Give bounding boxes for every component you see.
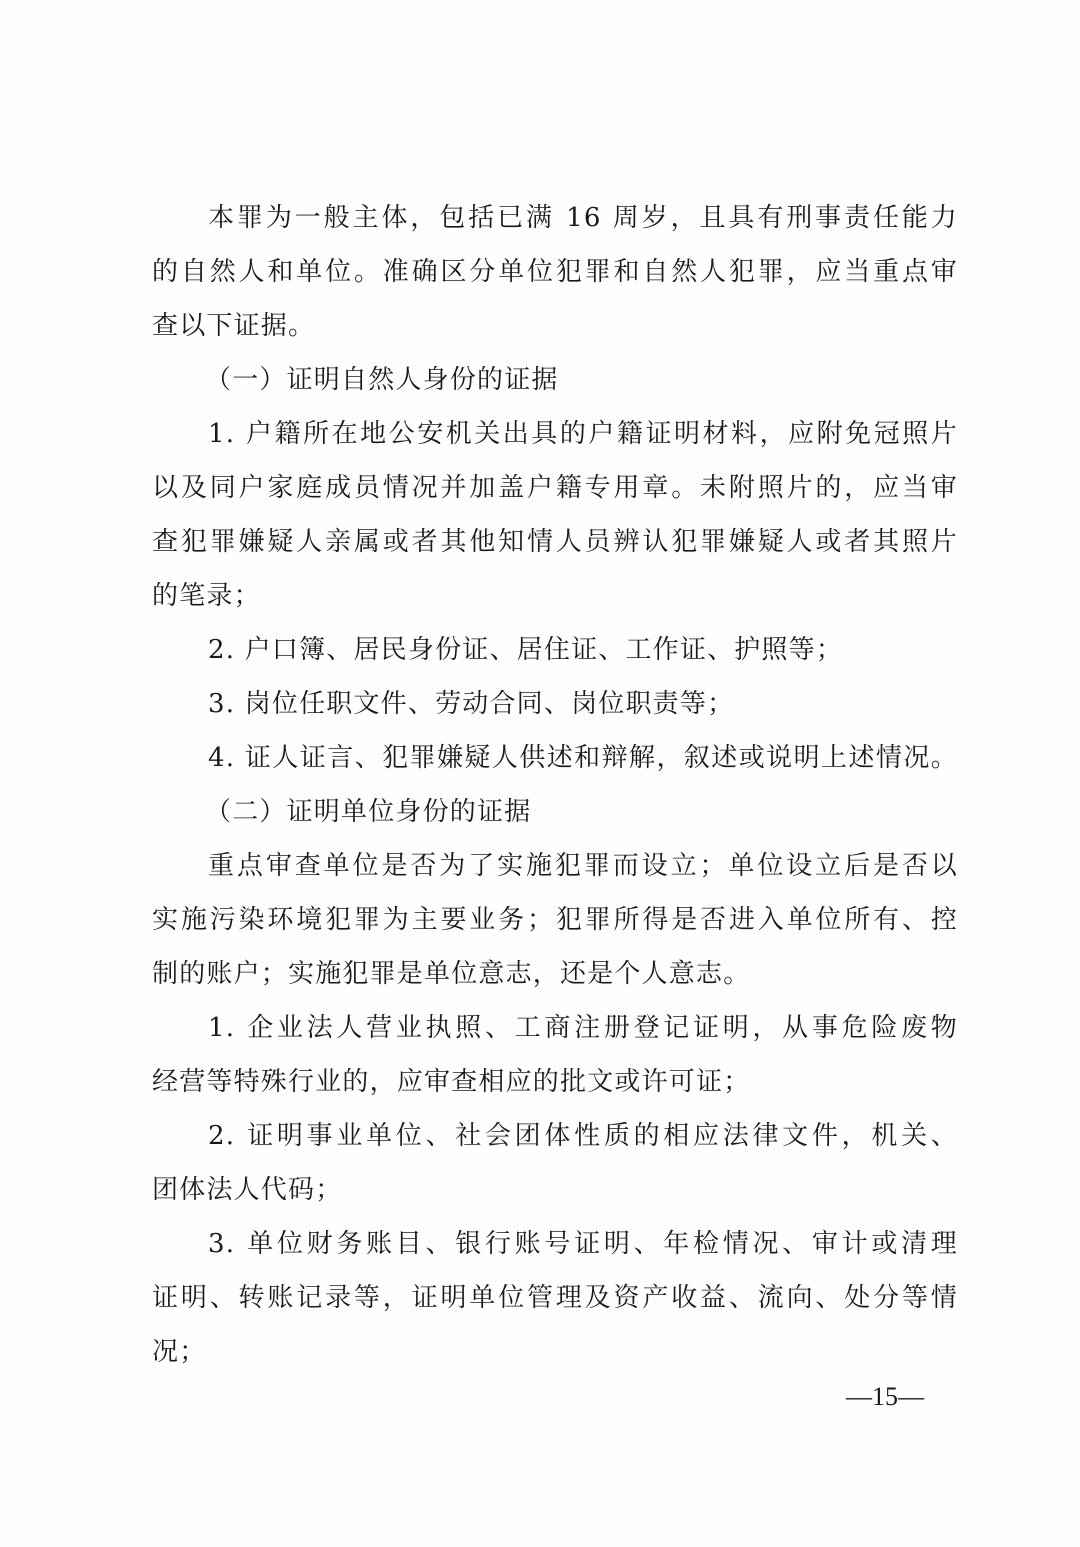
section-heading-unit: （二）证明单位身份的证据: [205, 797, 532, 827]
paragraph-unit-line-1: 重点审查单位是否为了实施犯罪而设立；单位设立后是否以: [208, 851, 958, 881]
item-4: 4. 证人证言、犯罪嫌疑人供述和辩解，叙述或说明上述情况。: [208, 743, 958, 773]
section-heading-natural-person: （一）证明自然人身份的证据: [205, 365, 559, 395]
unit-item-2-line-2: 团体法人代码；: [152, 1175, 343, 1205]
unit-item-3-line-1: 3. 单位财务账目、银行账号证明、年检情况、审计或清理: [208, 1229, 958, 1259]
unit-item-1-line-2: 经营等特殊行业的，应审查相应的批文或许可证；: [152, 1067, 751, 1097]
item-1-line-2: 以及同户家庭成员情况并加盖户籍专用章。未附照片的，应当审: [152, 473, 958, 503]
item-2: 2. 户口簿、居民身份证、居住证、工作证、护照等；: [208, 635, 844, 665]
item-1-line-4: 的笔录；: [152, 581, 261, 611]
item-3: 3. 岗位任职文件、劳动合同、岗位职责等；: [208, 689, 735, 719]
unit-item-1-line-1: 1. 企业法人营业执照、工商注册登记证明，从事危险废物: [208, 1013, 958, 1043]
page-number: —15—: [846, 1382, 924, 1411]
unit-item-2-line-1: 2. 证明事业单位、社会团体性质的相应法律文件，机关、: [208, 1121, 958, 1151]
paragraph-intro-line-1: 本罪为一般主体，包括已满 16 周岁，且具有刑事责任能力: [208, 203, 958, 233]
paragraph-intro-line-3: 查以下证据。: [152, 311, 316, 341]
paragraph-unit-line-2: 实施污染环境犯罪为主要业务；犯罪所得是否进入单位所有、控: [152, 905, 958, 935]
item-1-line-1: 1. 户籍所在地公安机关出具的户籍证明材料，应附免冠照片: [208, 419, 958, 449]
unit-item-3-line-3: 况；: [152, 1337, 207, 1367]
paragraph-unit-line-3: 制的账户；实施犯罪是单位意志，还是个人意志。: [152, 959, 751, 989]
paragraph-intro-line-2: 的自然人和单位。准确区分单位犯罪和自然人犯罪，应当重点审: [152, 257, 958, 287]
item-1-line-3: 查犯罪嫌疑人亲属或者其他知情人员辨认犯罪嫌疑人或者其照片: [152, 527, 958, 557]
unit-item-3-line-2: 证明、转账记录等，证明单位管理及资产收益、流向、处分等情: [152, 1283, 958, 1313]
